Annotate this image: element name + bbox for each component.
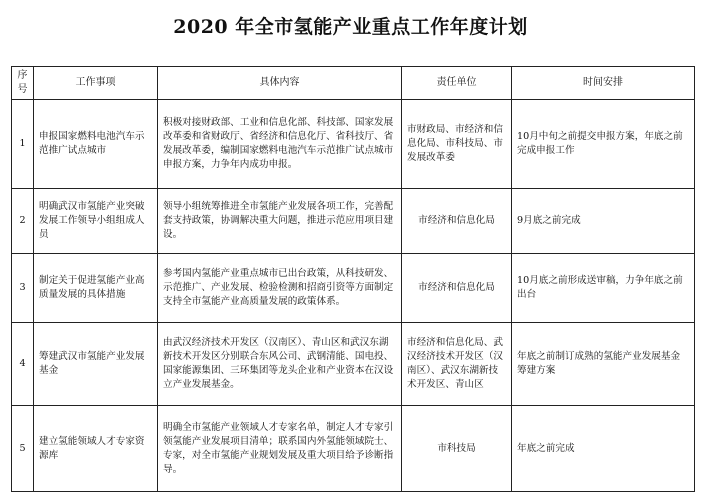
row-work-item: 建立氢能领域人才专家资源库 [34, 406, 158, 492]
row-responsible-unit: 市财政局、市经济和信息化局、市科技局、市发展改革委 [402, 100, 512, 189]
row-work-item: 申报国家燃料电池汽车示范推广试点城市 [34, 100, 158, 189]
row-responsible-unit: 市科技局 [402, 406, 512, 492]
header-responsible-unit: 责任单位 [402, 67, 512, 100]
row-content: 领导小组统筹推进全市氢能产业发展各项工作，完善配套支持政策，协调解决重大问题，推进示范应用项目建设。 [158, 189, 402, 254]
row-schedule: 10月中旬之前提交申报方案，年底之前完成申报工作 [512, 100, 695, 189]
row-work-item: 明确武汉市氢能产业突破发展工作领导小组组成人员 [34, 189, 158, 254]
table-row [12, 100, 695, 189]
table-header-row [12, 67, 695, 100]
header-schedule: 时间安排 [512, 67, 695, 100]
row-schedule: 9月底之前完成 [512, 189, 695, 254]
row-responsible-unit: 市经济和信息化局 [402, 189, 512, 254]
row-schedule: 年底之前制订成熟的氢能产业发展基金筹建方案 [512, 323, 695, 406]
header-work-item: 工作事项 [34, 67, 158, 100]
row-content: 明确全市氢能产业领域人才专家名单，制定人才专家引领氢能产业发展项目清单；联系国内外氢能领域院士、专家，对全市氢能产业规划发展及重大项目给予诊断指导。 [158, 406, 402, 492]
work-plan-table [11, 66, 695, 492]
row-content: 积极对接财政部、工业和信息化部、科技部、国家发展改革委和省财政厅、省经济和信息化厅、省科技厅、省发展改革委，编制国家燃料电池汽车示范推广试点城市申报方案，力争年内成功申报。 [158, 100, 402, 189]
table-row [12, 323, 695, 406]
row-work-item: 制定关于促进氢能产业高质量发展的具体措施 [34, 254, 158, 323]
row-number: 1 [12, 100, 34, 189]
row-schedule: 10月底之前形成送审稿，力争年底之前出台 [512, 254, 695, 323]
row-responsible-unit: 市经济和信息化局、武汉经济技术开发区（汉南区）、武汉东湖新技术开发区、青山区 [402, 323, 512, 406]
row-number: 2 [12, 189, 34, 254]
row-number: 3 [12, 254, 34, 323]
table-row [12, 406, 695, 492]
document-title: 2020 年全市氢能产业重点工作年度计划 [173, 16, 528, 38]
row-content: 参考国内氢能产业重点城市已出台政策，从科技研发、示范推广、产业发展、检验检测和招商引资等方面制定支持全市氢能产业高质量发展的政策体系。 [158, 254, 402, 323]
row-schedule: 年底之前完成 [512, 406, 695, 492]
table-row [12, 254, 695, 323]
header-number: 序号 [12, 67, 34, 100]
row-content: 由武汉经济技术开发区（汉南区）、青山区和武汉东湖新技术开发区分别联合东风公司、武钢清能、国电投、国家能源集团、三环集团等龙头企业和产业资本在汉设立产业发展基金。 [158, 323, 402, 406]
header-content: 具体内容 [158, 67, 402, 100]
row-responsible-unit: 市经济和信息化局 [402, 254, 512, 323]
table-row [12, 189, 695, 254]
row-work-item: 筹建武汉市氢能产业发展基金 [34, 323, 158, 406]
row-number: 4 [12, 323, 34, 406]
row-number: 5 [12, 406, 34, 492]
